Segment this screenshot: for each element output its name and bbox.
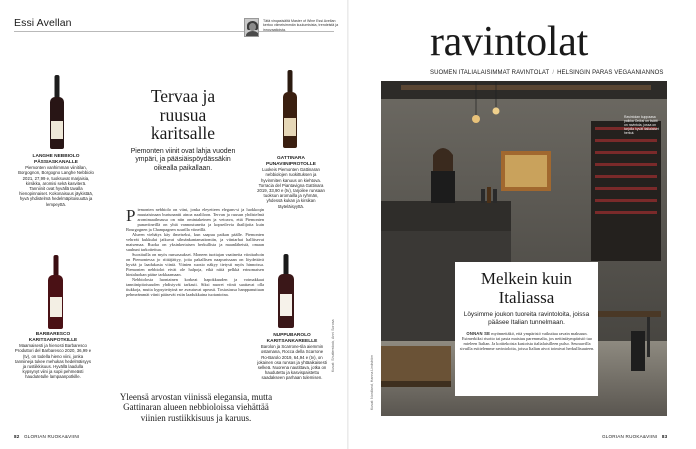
wine-caption-langhe: LANGHE NEBBIOLO PÄSSIASKANALLE Piemonten vanhimman viinitilan, Borgognon, Borgogno Langhe Nebbiolo 2021, 27,99 e, tuoksuvat marjaisia, kirsikka, aromisi sekä kasviterä. Tanniinit ovat hyvällä tavalla hienopinnaiset. Kokonaisuus jäykistää, hyvä yhdistelmä hedelmäpitoisuutta ja lempeyttä. <box>18 154 94 207</box>
right-footer <box>602 434 667 439</box>
body-paragraph: myönnettäkö, että ympäristö vaikuttaa ravain maksuun. Esimerkiksi risotto tai pasta maistuu paremmalta, jos nettiniäympäristö tuo mieleen Italian. Ja kotitekoista kastoista italialaisilleen pulso. Seuraavilla sivuilla esittelemme ravintoloita, joissa Italian aivot toimivat herkullisuuteen. <box>459 331 595 351</box>
wine-bottle-barbaresco <box>48 255 63 329</box>
wine-caption-barbaresco: BARBARESCO KARITSANPOTKILLE Maamaisesti ja hienosti Barbaresco Produttori del Barbaresco 2020, 36,99 e (tv), on todella hieno viini, jonka tanniineja tukee mehukas hedelmäisyys ja rustiikkisuus. Hyvällä laadulla kypsynyt viini ja sopii pehmeästi haudutetulle lampaanpotkille. <box>14 332 92 380</box>
right-photo-credit: Kuvat: Nordland, Hanna Lindström <box>370 354 374 410</box>
right-deck: Löysimme joukon tuoreita ravintoloita, joissa pääsee Italian tunnelmaan. <box>463 311 590 326</box>
right-body-text <box>459 331 595 351</box>
page-number-left: 82 <box>14 434 20 439</box>
body-paragraph: Alueen viehätys käy ilmeiseksi, kun saapuu paikan päälle. Piemonten vehreät kukkulat jatkuvat silmänkantamattomiin, ja viiniarhat hallitsevat maisemaa. Ruoka on yksinkertaisen herkullista ja maanläheistä, omaan suuhuni tarkoitettua. <box>126 232 264 252</box>
subtitle-part-a: SUOMEN ITALIALAISIMMAT RAVINTOLAT <box>430 70 550 76</box>
body-paragraph: iemonten nebbiolo on viini, jonka eleyetteen elegans-si ja luokkoqin muutaisinaan burtunantti ainoa naaliloon. Tervan ja ruusun yhdistelmä aromimaailmassa on niin omintakeinen ja vetoava, että Piemonten punaviineillä on yhtä vannoutuneita ja kopseilevia ihailijoita kuin Bourgognen ja Champagnen suurilla viineillä. <box>126 207 264 232</box>
right-headline: Melkein kuin Italiassa <box>480 269 573 307</box>
section-title: ravintolat <box>430 19 588 65</box>
wine-bottle-langhe <box>50 75 64 149</box>
spread-gutter <box>347 0 349 449</box>
author-name: Essi Avellan <box>14 17 72 29</box>
subtitle-separator: / <box>552 70 555 76</box>
section-subtitle <box>430 70 664 76</box>
wine-bottle-barolo <box>278 254 294 328</box>
photo-caption: Ravintolan kuppaasa paikka Oniksi on lisätti on ravintola, jossa on tarjolla hyvät italialaiset herkut. <box>624 115 659 136</box>
body-paragraph: Suosituilla on myös runsasaukset. Moneen tuottajan vaatineita viinitarhoin on Piemontessa jo riittäjättyy, joita pakallisen naapurissaan on löydettävä hyvää ja laadukasta viiniä. Viinien suosio näkyy tietysti myös hinnoissa. Piemonten nebbiolot eivät ole halpoja, eikä niitä pelkkä erinomaisen hintaluokan pääse tarkkaamaan. <box>126 252 264 277</box>
magazine-name-left: GLORIAN RUOKA&VIINI <box>24 434 80 439</box>
left-footer <box>14 434 79 439</box>
magazine-name-right: GLORIAN RUOKA&VIINI <box>602 434 658 439</box>
pull-quote: Yleensä arvostan viinissä elegansia, mutta Gattinaran alueen nebbioloissa viehättää viinien rustiikkisuus ja karuus. <box>119 392 273 423</box>
page-number-right: 83 <box>661 434 668 439</box>
left-headline: Tervaa ja ruusua karitsalle <box>150 86 216 143</box>
wine-caption-gattinara: GATTINARA PUNAVIINIPROTOLLE Luokeis Piemonten Gattinaran nebbiolojen ruokittuksen ja hyvinmiten kanuus on kiehtova. Torracia del Piantavigna Gattinara 2019, 33,90 e (tv), tarjoilee runsaan tuoksun aromailla ja ryhmän, yhdessä kukan ja kirsikan täyteläisyyttä. <box>257 156 325 209</box>
wine-caption-barolo: NUPPUBAROLO KARITSANKAREELLE Barolon ja Scarrone-tila aiemmin ostamana, Rocca della Scarrone Ro-Barolo 2019, 64,94 e (tv), on jokainen osa runsas ja yhtäaikaisesti selkeä. Nuorena nautittava, jotka on haudutettu ja kasvispaistettu saadakseen parhaan tulemisen. <box>257 333 327 381</box>
subtitle-part-b: HELSINGIN PARAS VEGAANIANNOS <box>557 70 664 76</box>
body-paragraph: Nebbiolosta luontainen korkeat hapokkuuden ja voimakkaat tanniinipitoisuuden yhdistyvät tarkasti. Siksi nuoret viinit saattavat olla tiukkoja, mutta kypsytettyinä ne avautuvat upeasti. Tosiasiassa hanppanuttuan pehmeämmät viinit pääsevät esiin laadukkaina tuotantoina. <box>126 277 264 297</box>
drop-cap: P <box>126 206 136 225</box>
body-lead-in: ONNAN SE <box>466 331 491 336</box>
left-deck: Piemonten viinit ovat lahja vuoden ympäri, ja pääsiäispöydässäkin oikealla paikallaan. <box>130 148 236 172</box>
author-portrait <box>244 18 259 37</box>
left-body-text <box>126 207 264 297</box>
wine-bottle-gattinara <box>283 70 297 148</box>
portrait-caption: Tätä vinqasisältä Master of Wine Essi Avellan kertoo viimeisimmän kuulumisista, trendeistä ja innovaatioista. <box>263 19 339 32</box>
left-photo-credit: Kuvat: Shutterstock, Anni Sorosa <box>331 319 335 372</box>
